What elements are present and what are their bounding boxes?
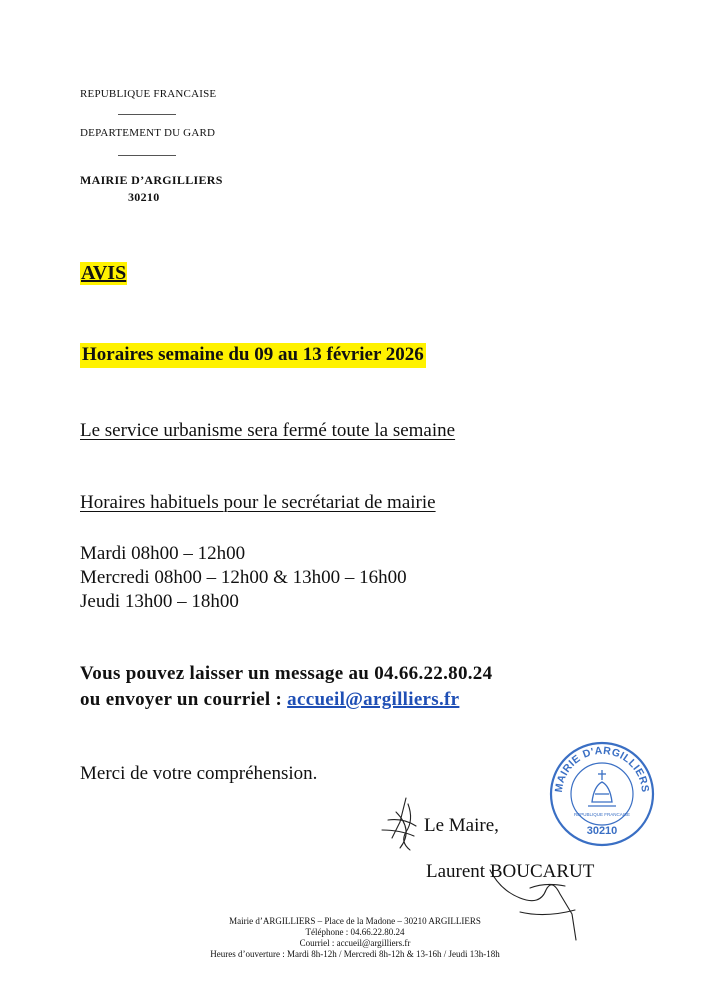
header-divider	[118, 114, 176, 115]
schedule-line-wednesday: Mercredi 08h00 – 12h00 & 13h00 – 16h00	[80, 567, 407, 588]
signature-name: Laurent BOUCARUT	[426, 861, 595, 882]
footer-address: Mairie d’ARGILLIERS – Place de la Madone – 30210 ARGILLIERS	[229, 916, 481, 926]
schedule-line-thursday: Jeudi 13h00 – 18h00	[80, 591, 239, 612]
notice-title: AVIS	[81, 262, 127, 284]
footer-email: Courriel : accueil@argilliers.fr	[299, 938, 411, 948]
week-heading: Horaires semaine du 09 au 13 février 2026	[80, 343, 426, 368]
email-line	[80, 689, 459, 711]
stamp-middle-text: REPUBLIQUE FRANCAISE	[573, 812, 631, 817]
stamp-top-text: MAIRIE D'ARGILLIERS	[552, 744, 652, 794]
email-prefix: ou envoyer un courriel :	[80, 689, 288, 710]
urbanism-notice: Le service urbanisme sera fermé toute la semaine	[80, 420, 456, 441]
mairie-label: MAIRIE D’ARGILLIERS	[80, 173, 223, 187]
footer-contact	[155, 916, 555, 960]
department-label: DEPARTEMENT DU GARD	[80, 127, 216, 139]
stamp-bottom-text: 30210	[586, 825, 618, 837]
message-line: Vous pouvez laisser un message au 04.66.22.80.24	[80, 663, 493, 684]
postcode-label: 30210	[128, 190, 160, 204]
footer-phone: Téléphone : 04.66.22.80.24	[305, 927, 405, 937]
header-divider	[118, 155, 176, 156]
signature-role: Le Maire,	[424, 815, 499, 836]
footer-opening-hours: Heures d’ouverture : Mardi 8h-12h / Mercredi 8h-12h & 13-16h / Jeudi 13h-18h	[210, 949, 500, 959]
usual-hours-heading: Horaires habituels pour le secrétariat de mairie	[80, 492, 436, 513]
schedule-list	[80, 542, 407, 614]
email-link[interactable]: accueil@argilliers.fr	[287, 689, 460, 710]
republic-label: REPUBLIQUE FRANCAISE	[80, 88, 217, 100]
schedule-line-tuesday: Mardi 08h00 – 12h00	[80, 543, 246, 564]
thanks-text: Merci de votre compréhension.	[80, 763, 318, 784]
